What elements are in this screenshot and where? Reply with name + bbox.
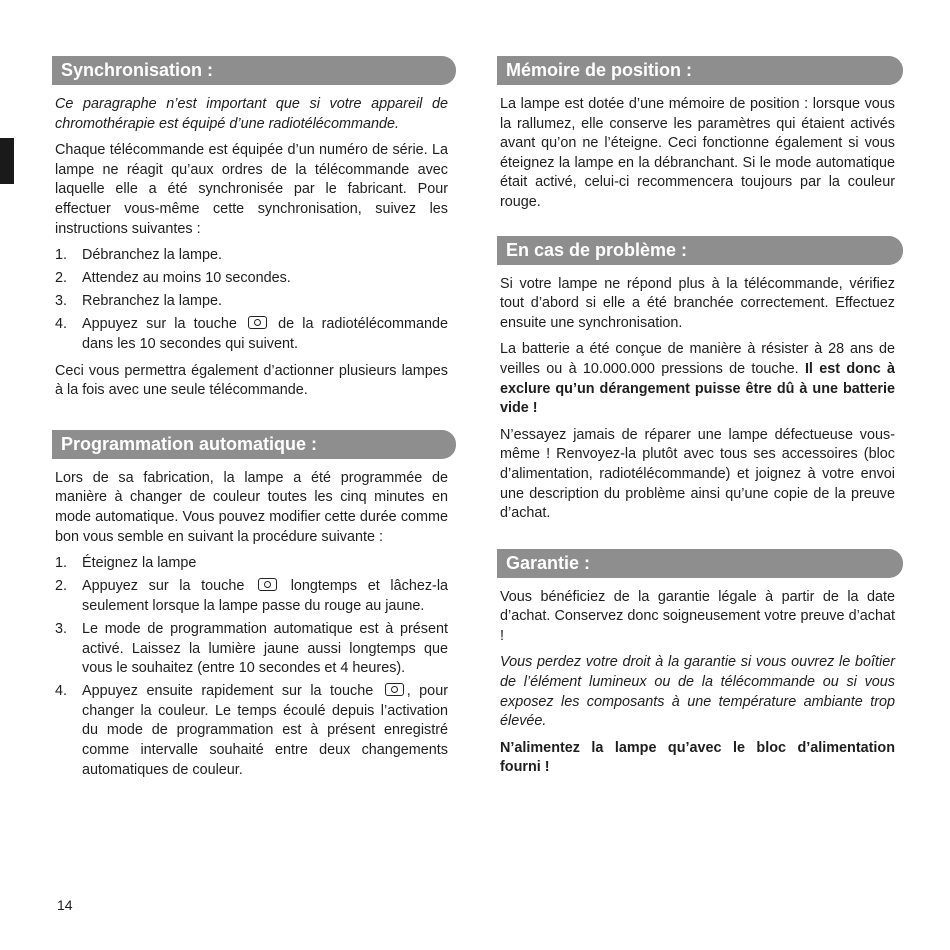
paragraph: Si votre lampe ne répond plus à la télécommande, vérifiez tout d’abord si elle a été branchée correctement. Effectuez ensuite une synchronisation. [500, 275, 895, 331]
section-heading: En cas de problème : [497, 236, 903, 265]
paragraph: N’essayez jamais de réparer une lampe défectueuse vous-même ! Renvoyez-la plutôt avec tous ses accessoires (bloc d’alimentation, radiotélécommande) et joignez à votre envoi une description du problème ainsi qu’une copie de la preuve d’achat. [500, 426, 895, 522]
paragraph: Ceci vous permettra également d’actionner plusieurs lampes à la fois avec une seule télécommande. [55, 362, 448, 399]
paragraph: La lampe est dotée d’une mémoire de position : lorsque vous la rallumez, elle conserve les paramètres qui étaient activés avant qu’on ne l’éteigne. Ceci fonctionne également si vous éteignez la lampe en la débranchant. Si le mode automatique était activé, celui-ci recommencera toujours par la couleur rouge. [500, 96, 895, 210]
list-item: 2. Appuyez sur la touche longtemps et lâchez-la seulement lorsque la lampe passe du rouge au jaune. [55, 578, 449, 614]
section-heading: Mémoire de position : [497, 56, 903, 85]
list-item: 2. Attendez au moins 10 secondes. [55, 270, 291, 287]
intro-note: Ce paragraphe n’est important que si votre appareil de chromothérapie est équipé d’une radiotélécommande. [55, 96, 448, 132]
section-probleme [497, 236, 903, 524]
list-item: 1. Éteignez la lampe [55, 555, 197, 572]
list-item: 4. Appuyez sur la touche de la radiotélécommande dans les 10 secondes qui suivent. [55, 316, 449, 353]
power-warning: N’alimentez la lampe qu’avec le bloc d’alimentation fourni ! [500, 739, 895, 776]
paragraph: Vous bénéficiez de la garantie légale à partir de la date d’achat. Conservez donc soigneusement votre preuve d’achat ! [500, 588, 895, 644]
remote-button-icon [258, 578, 277, 591]
section-heading: Garantie : [497, 549, 903, 578]
list-item: 4. Appuyez ensuite rapidement sur la touche , pour changer la couleur. Le temps écoulé depuis l’activation du mode de programmation est à présent enregistré comme intervalle souhaité entre deux changements automatiques de couleur. [55, 683, 448, 778]
chapter-tab-marker [0, 138, 14, 184]
paragraph: Lors de sa fabrication, la lampe a été programmée de manière à changer de couleur toutes les cinq minutes en mode automatique. Vous pouvez modifier cette durée comme bon vous semble en suivant la procédure suivante : [55, 469, 448, 545]
right-column [497, 56, 903, 785]
section-synchronisation [52, 56, 456, 401]
list-item: 1. Débranchez la lampe. [55, 247, 222, 264]
instruction-list [55, 554, 448, 780]
instruction-list [55, 246, 448, 354]
section-heading: Synchronisation : [52, 56, 456, 85]
list-item: 3. Le mode de programmation automatique est à présent activé. Laissez la lumière jaune aussi longtemps que vous le souhaitez (entre 10 secondes et 4 heures). [55, 620, 448, 677]
page-number: 14 [57, 897, 73, 913]
warranty-note: Vous perdez votre droit à la garantie si vous ouvrez le boîtier de l’élément lumineux ou de la télécommande ou si vous exposez les composants à une température ambiante trop élevée. [500, 654, 895, 730]
remote-button-icon [385, 683, 404, 696]
section-memoire [497, 56, 903, 213]
list-item: 3. Rebranchez la lampe. [55, 293, 222, 310]
left-column [52, 56, 456, 787]
section-heading: Programmation automatique : [52, 430, 456, 459]
section-garantie [497, 549, 903, 778]
paragraph: La batterie a été conçue de manière à résister à 28 ans de veilles ou à 10.000.000 pressions de touche. Il est donc à exclure qu’un dérangement puisse être dû à une batterie vide ! [500, 341, 896, 417]
remote-button-icon [248, 316, 267, 329]
warning-text: Il est donc à exclure qu’un dérangement puisse être dû à une batterie vide ! [500, 360, 896, 417]
section-programmation [52, 430, 456, 780]
paragraph: Chaque télécommande est équipée d’un numéro de série. La lampe ne réagit qu’aux ordres de la télécommande avec laquelle elle a été synchronisée par le fabricant. Pour effectuer vous-même cette synchronisation, suivez les instructions suivantes : [55, 142, 448, 237]
